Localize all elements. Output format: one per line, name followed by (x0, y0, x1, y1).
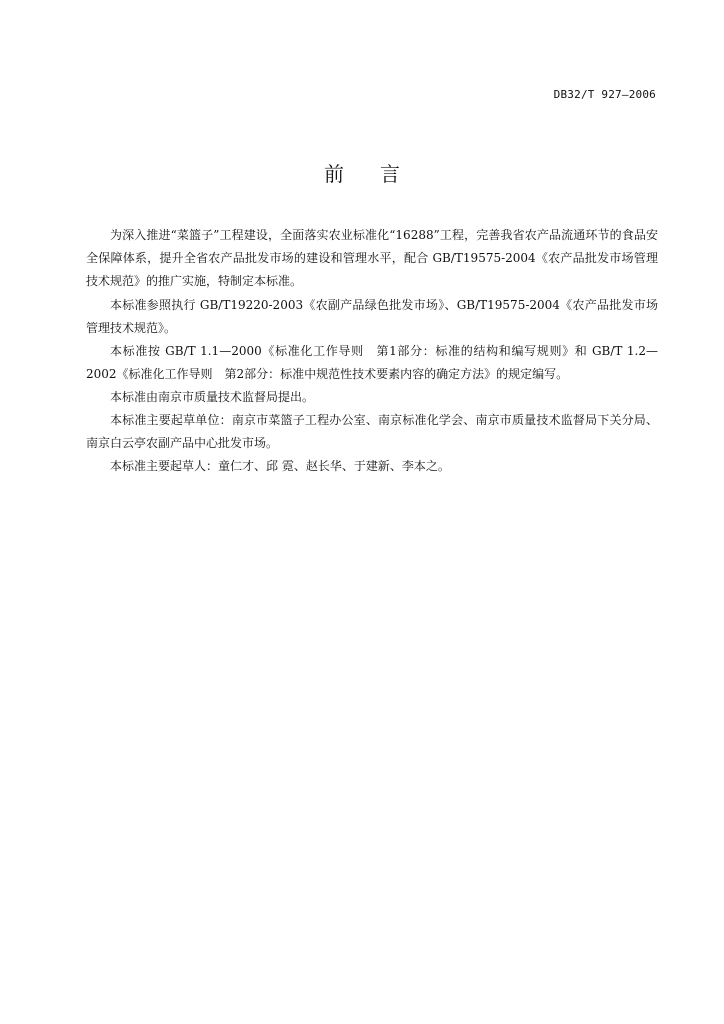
paragraph-drafting-rules: 本标准按 GB/T 1.1—2000《标准化工作导则 第1部分：标准的结构和编写规则》和 GB/T 1.2—2002《标准化工作导则 第2部分：标准中规范性技术要素内容的确定方法》的规定编写。 (86, 344, 658, 381)
foreword-body (86, 224, 658, 478)
paragraph-drafting-units: 本标准主要起草单位：南京市菜篮子工程办公室、南京标准化学会、南京市质量技术监督局下关分局、南京白云亭农副产品中心批发市场。 (86, 413, 658, 450)
page-title: 前言 (324, 162, 436, 186)
standard-code: DB32/T 927—2006 (553, 88, 656, 101)
paragraph-reference: 本标准参照执行 GB/T19220-2003《农副产品绿色批发市场》、GB/T19575-2004《农产品批发市场管理技术规范》。 (86, 298, 658, 335)
paragraph-purpose: 为深入推进“菜篮子”工程建设，全面落实农业标准化“16288”工程，完善我省农产品流通环节的食品安全保障体系，提升全省农产品批发市场的建设和管理水平，配合 GB/T19575-2004《农产品批发市场管理技术规范》的推广实施，特制定本标准。 (86, 228, 658, 288)
paragraph-proposer: 本标准由南京市质量技术监督局提出。 (110, 390, 315, 404)
paragraph-drafters: 本标准主要起草人：童仁才、邱 霓、赵长华、于建新、李本之。 (110, 459, 450, 473)
